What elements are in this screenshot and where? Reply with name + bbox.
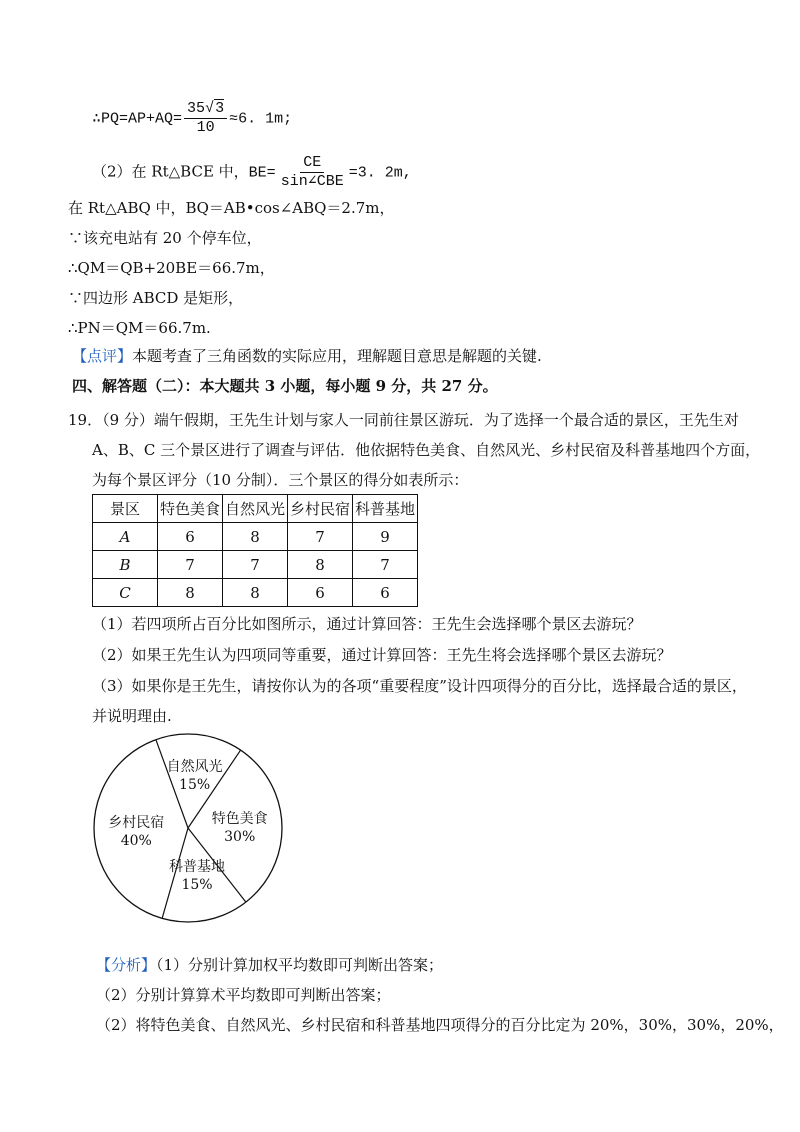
- comment-line: [72, 346, 542, 366]
- table-header-row: [93, 495, 418, 523]
- q19-sub2: （2）如果王先生认为四项同等重要，通过计算回答：王先生将会选择哪个景区去游玩？: [92, 646, 672, 664]
- q19-sub3a: （3）如果你是王先生，请按你认为的各项“重要程度”设计四项得分的百分比，选择最合适的景区，: [92, 677, 747, 695]
- table-cell: 7: [158, 551, 223, 579]
- pie-slice-percent: 40%: [120, 832, 152, 849]
- table-cell: 7: [288, 523, 353, 551]
- table-cell: 7: [223, 551, 288, 579]
- table-header-cell: 景区: [93, 495, 158, 523]
- table-cell: 8: [223, 523, 288, 551]
- section-title: 四、解答题（二）：本大题共 3 小题，每小题 9 分，共 27 分。: [72, 377, 498, 395]
- table-row: [93, 551, 418, 579]
- table-cell: 6: [158, 523, 223, 551]
- table-cell: 6: [353, 579, 418, 607]
- table-cell: B: [93, 551, 158, 579]
- fraction-ce-over-sin: $\frac{CE}{\text{sin∠CBE}}$: [280, 154, 344, 190]
- pie-slice-percent: 15%: [179, 776, 211, 793]
- solution-line-be: （2）在 Rt△BCE 中，BE= $\frac{CE}{\text{sin∠CBE}}$ =3. 2m,: [92, 154, 412, 190]
- comment-tag: 【点评】: [72, 347, 133, 365]
- q19-sub3b: 并说明理由.: [92, 707, 172, 725]
- pie-slice-percent: 30%: [224, 829, 256, 846]
- table-cell: 8: [223, 579, 288, 607]
- pie-chart: [92, 718, 292, 938]
- pie-slice-label: 科普基地: [169, 859, 225, 876]
- q19-sub1: （1）若四项所占百分比如图所示，通过计算回答：王先生会选择哪个景区去游玩？: [92, 615, 642, 633]
- solution-line-pq: ∴PQ=AP+AQ= $\frac{35√3}{10}$ ≈6. 1m;: [92, 100, 293, 136]
- table-cell: C: [93, 579, 158, 607]
- pie-slice-percent: 15%: [181, 877, 213, 894]
- table-header-cell: 乡村民宿: [288, 495, 353, 523]
- q19-line3: 为每个景区评分（10 分制）．三个景区的得分如表所示：: [92, 471, 469, 489]
- table-cell: 7: [353, 551, 418, 579]
- table-cell: A: [93, 523, 158, 551]
- table-cell: 8: [288, 551, 353, 579]
- solution-line-rect: ∵四边形 ABCD 是矩形，: [68, 289, 244, 307]
- score-table: [92, 494, 418, 607]
- pie-slice-label: 自然风光: [166, 758, 223, 775]
- table-cell: 6: [288, 579, 353, 607]
- q19-line2: A、B、C 三个景区进行了调查与评估．他依据特色美食、自然风光、乡村民宿及科普基地四个方面，: [92, 441, 761, 459]
- solution-line-qm: ∴QM＝QB+20BE＝66.7m，: [68, 259, 275, 277]
- table-row: [93, 579, 418, 607]
- analysis-line3: （2）将特色美食、自然风光、乡村民宿和科普基地四项得分的百分比定为 20%，30%，30%，20%，: [96, 1016, 784, 1034]
- comment-text: 本题考查了三角函数的实际应用，理解题目意思是解题的关键.: [132, 347, 542, 365]
- table-header-cell: 科普基地: [353, 495, 418, 523]
- table-header-cell: 特色美食: [158, 495, 223, 523]
- analysis-line2: （2）分别计算算术平均数即可判断出答案；: [96, 986, 391, 1004]
- solution-line-bq: 在 Rt△ABQ 中，BQ＝AB•cos∠ABQ＝2.7m，: [68, 199, 395, 217]
- solution-line-pn: ∴PN＝QM＝66.7m.: [68, 319, 211, 337]
- sqrt-sign: √: [205, 100, 215, 117]
- pq-expression: ∴PQ=AP+AQ=: [92, 110, 183, 128]
- pie-slice-label: 乡村民宿: [108, 814, 165, 831]
- table-header-cell: 自然风光: [223, 495, 288, 523]
- analysis-tag: 【分析】: [96, 956, 157, 974]
- table-cell: 9: [353, 523, 418, 551]
- fraction-35sqrt3-over-10: $\frac{35√3}{10}$: [184, 100, 227, 137]
- analysis-line1: 【分析】（1）分别计算加权平均数即可判断出答案；: [96, 956, 444, 974]
- table-row: [93, 523, 418, 551]
- solution-line-parking: ∵该充电站有 20 个停车位，: [68, 229, 262, 247]
- pie-slice-label: 特色美食: [211, 811, 268, 828]
- table-cell: 8: [158, 579, 223, 607]
- q19-line1: 19．（9 分）端午假期，王先生计划与家人一同前往景区游玩．为了选择一个最合适的景区，王先生对: [68, 411, 739, 429]
